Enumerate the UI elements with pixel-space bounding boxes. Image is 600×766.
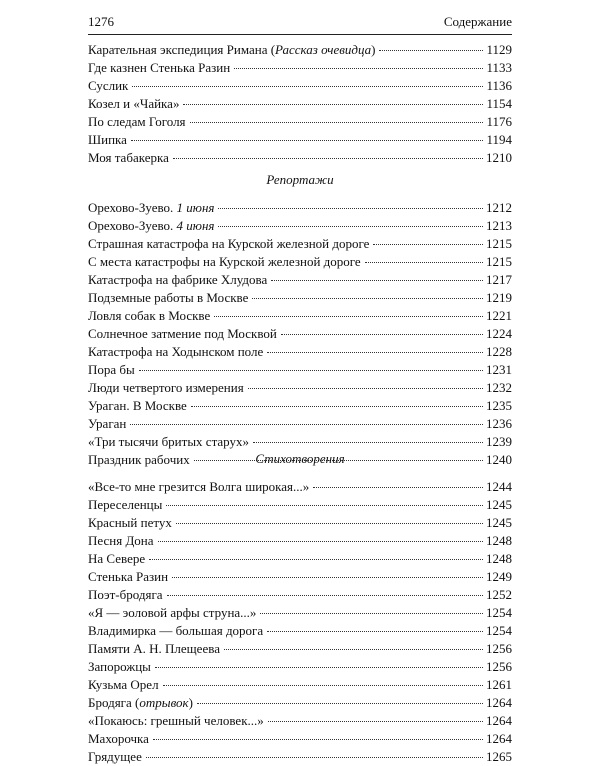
- toc-entry-title: [88, 478, 309, 496]
- toc-entry-title-text: Стенька Разин: [88, 569, 169, 584]
- toc-entry-page: 1231: [486, 362, 512, 377]
- toc-entry-title-text: Ураган. В Москве: [88, 398, 187, 413]
- toc-entry-title-text: На Севере: [88, 551, 146, 566]
- dot-leader: [234, 68, 483, 69]
- toc-entry-title: [88, 149, 169, 167]
- header-rule: [88, 34, 512, 35]
- dot-leader: [131, 140, 484, 141]
- dot-leader: [224, 649, 483, 650]
- dot-leader: [268, 721, 483, 722]
- toc-entry-title: [88, 289, 248, 307]
- dot-leader: [149, 559, 483, 560]
- toc-entry: [88, 77, 512, 95]
- dot-leader: [267, 352, 483, 353]
- toc-entry: [88, 415, 512, 433]
- toc-entry: [88, 748, 512, 766]
- toc-entry: [88, 253, 512, 271]
- toc-entry-title-text: Люди четвертого измерения: [88, 380, 244, 395]
- toc-entry: [88, 271, 512, 289]
- toc-entry-title-text: «Я — эоловой арфы струна...»: [88, 605, 257, 620]
- toc-entry: [88, 532, 512, 550]
- toc-entry-title-text: Владимирка — большая дорога: [88, 623, 264, 638]
- toc-entry-title: [88, 95, 179, 113]
- toc-entry-page: 1232: [486, 380, 512, 395]
- toc-entry-title: [88, 77, 128, 95]
- toc-entry-title: [88, 712, 264, 730]
- toc-entry-page: 1210: [486, 150, 512, 165]
- toc-entry-page: 1235: [486, 398, 512, 413]
- toc-entry-page: 1249: [486, 569, 512, 584]
- section-heading-poems: Стихотворения: [255, 451, 345, 466]
- dot-leader: [365, 262, 483, 263]
- toc-entry-title: [88, 532, 154, 550]
- dot-leader: [155, 667, 483, 668]
- running-header: [88, 14, 512, 30]
- toc-entry-title-text: Орехово-Зуево.: [88, 218, 177, 233]
- dot-leader: [173, 158, 483, 159]
- toc-entry-title: [88, 307, 210, 325]
- toc-entry-title-text: Шипка: [88, 132, 127, 147]
- toc-entry: [88, 59, 512, 77]
- toc-entry-title-text: Махорочка: [88, 731, 149, 746]
- toc-entry-title-italic: 1 июня: [176, 200, 215, 215]
- toc-entry-title-text: Страшная катастрофа на Курской железной дороге: [88, 236, 370, 251]
- toc-entry-title: [88, 586, 163, 604]
- toc-entry: [88, 676, 512, 694]
- toc-entry-page: 1248: [486, 551, 512, 566]
- dot-leader: [218, 208, 483, 209]
- toc-entry: [88, 433, 512, 451]
- dot-leader: [253, 442, 483, 443]
- toc-entry-page: 1213: [486, 218, 512, 233]
- toc-entry: [88, 217, 512, 235]
- toc-entry-page: 1176: [486, 114, 512, 129]
- toc-entry-page: 1264: [486, 731, 512, 746]
- toc-entry-title: [88, 676, 159, 694]
- toc-entry-title: [88, 59, 230, 77]
- toc-entry: [88, 496, 512, 514]
- toc-entry-title: [88, 343, 263, 361]
- section-heading-reportage: Репортажи: [266, 172, 334, 187]
- toc-entry: [88, 343, 512, 361]
- toc-entry-title: [88, 235, 369, 253]
- toc-entry-page: 1256: [486, 641, 512, 656]
- toc-entry-title-text: Красный петух: [88, 515, 172, 530]
- toc-entry-page: 1133: [486, 60, 512, 75]
- toc-entry: [88, 379, 512, 397]
- toc-entry: [88, 131, 512, 149]
- toc-entry-page: 1194: [486, 132, 512, 147]
- toc-entry-page: 1252: [486, 587, 512, 602]
- toc-entry-page: 1228: [486, 344, 512, 359]
- toc-entry-title-text: Пора бы: [88, 362, 135, 377]
- dot-leader: [146, 757, 483, 758]
- toc-entry: [88, 604, 512, 622]
- toc-entry-title-text: «Все-то мне грезится Волга широкая...»: [88, 479, 310, 494]
- dot-leader: [373, 244, 483, 245]
- dot-leader: [172, 577, 483, 578]
- toc-entry-title: [88, 496, 162, 514]
- toc-entry: [88, 113, 512, 131]
- toc-entry-page: 1219: [486, 290, 512, 305]
- dot-leader: [248, 388, 483, 389]
- toc-entry-title-text: Запорожцы: [88, 659, 151, 674]
- toc-entry-page: 1265: [486, 749, 512, 764]
- dot-leader: [271, 280, 483, 281]
- dot-leader: [139, 370, 483, 371]
- toc-entry: [88, 730, 512, 748]
- toc-entry-title: [88, 397, 187, 415]
- toc-entry-page: 1236: [486, 416, 512, 431]
- toc-entry-title-text: Памяти А. Н. Плещеева: [88, 641, 220, 656]
- toc-entry-title: [88, 748, 142, 766]
- toc-entry-title: [88, 199, 214, 217]
- dot-leader: [379, 50, 483, 51]
- toc-entry-title-text: Праздник рабочих: [88, 452, 190, 467]
- toc-list-poems: [88, 478, 512, 766]
- toc-entry-title: [88, 604, 256, 622]
- toc-entry-title: [88, 361, 135, 379]
- toc-entry-title: [88, 730, 149, 748]
- dot-leader: [214, 316, 483, 317]
- toc-entry: [88, 397, 512, 415]
- toc-entry-title-italic: Рассказ очевидца: [275, 42, 372, 57]
- toc-entry: [88, 658, 512, 676]
- toc-entry-page: 1248: [486, 533, 512, 548]
- dot-leader: [281, 334, 483, 335]
- toc-entry-title-text: Кузьма Орел: [88, 677, 159, 692]
- dot-leader: [260, 613, 483, 614]
- toc-entry: [88, 95, 512, 113]
- toc-entry-title-text: Ловля собак в Москве: [88, 308, 211, 323]
- toc-entry-title-text: Солнечное затмение под Москвой: [88, 326, 277, 341]
- toc-entry: [88, 149, 512, 167]
- toc-entry-page: 1244: [486, 479, 512, 494]
- toc-entry-title-text: Карательная экспедиция Римана (: [88, 42, 276, 57]
- toc-entry-page: 1154: [486, 96, 512, 111]
- toc-entry-title: [88, 113, 186, 131]
- dot-leader: [252, 298, 483, 299]
- toc-entry-title-text: По следам Гоголя: [88, 114, 186, 129]
- toc-entry-title: [88, 271, 267, 289]
- toc-entry-title-text: Орехово-Зуево.: [88, 200, 177, 215]
- toc-entry-page: 1136: [486, 78, 512, 93]
- page-number: 1276: [88, 14, 114, 29]
- toc-entry: [88, 568, 512, 586]
- toc-entry-title: [88, 550, 145, 568]
- toc-entry-title-text: С места катастрофы на Курской железной дороге: [88, 254, 361, 269]
- dot-leader: [153, 739, 483, 740]
- toc-entry-title-text: «Покаюсь: грешный человек...»: [88, 713, 264, 728]
- toc-entry: [88, 514, 512, 532]
- dot-leader: [130, 424, 483, 425]
- toc-entry-page: 1217: [486, 272, 512, 287]
- toc-entry: [88, 550, 512, 568]
- toc-entry-page: 1261: [486, 677, 512, 692]
- toc-entry-title: [88, 379, 244, 397]
- toc-entry-title-text: Где казнен Стенька Разин: [88, 60, 231, 75]
- toc-entry-page: 1254: [486, 623, 512, 638]
- dot-leader: [197, 703, 483, 704]
- toc-entry-page: 1221: [486, 308, 512, 323]
- dot-leader: [166, 505, 483, 506]
- toc-entry-title-italic: отрывок: [139, 695, 189, 710]
- toc-entry-page: 1245: [486, 515, 512, 530]
- toc-entry-page: 1239: [486, 434, 512, 449]
- toc-entry-title-text: Бродяга (: [88, 695, 140, 710]
- toc-entry-title-text: Суслик: [88, 78, 129, 93]
- toc-entry-title-text: Катастрофа на фабрике Хлудова: [88, 272, 268, 287]
- toc-entry-title: [88, 568, 168, 586]
- toc-entry-title-text: Катастрофа на Ходынском поле: [88, 344, 264, 359]
- toc-entry-page: 1215: [486, 254, 512, 269]
- toc-entry-title: [88, 694, 193, 712]
- toc-entry: [88, 478, 512, 496]
- toc-entry: [88, 235, 512, 253]
- toc-entry-page: 1264: [486, 695, 512, 710]
- toc-entry: [88, 361, 512, 379]
- toc-entry: [88, 325, 512, 343]
- toc-entry-title: [88, 514, 172, 532]
- dot-leader: [267, 631, 483, 632]
- toc-entry-title: [88, 622, 263, 640]
- dot-leader: [313, 487, 483, 488]
- toc-entry-title: [88, 253, 361, 271]
- toc-entry: [88, 712, 512, 730]
- toc-entry-title-text: «Три тысячи бритых старух»: [88, 434, 250, 449]
- toc-entry-title-after: ): [188, 695, 193, 710]
- toc-entry: [88, 41, 512, 59]
- running-title: Содержание: [443, 14, 512, 29]
- toc-entry-page: 1240: [486, 452, 512, 467]
- toc-entry-title: [88, 217, 214, 235]
- toc-entry-title-text: Козел и «Чайка»: [88, 96, 180, 111]
- toc-entry-page: 1264: [486, 713, 512, 728]
- dot-leader: [183, 104, 483, 105]
- toc-entry-page: 1129: [486, 42, 512, 57]
- toc-entry: [88, 694, 512, 712]
- toc-entry-title-text: Ураган: [88, 416, 127, 431]
- toc-entry-title: [88, 640, 220, 658]
- toc-entry-page: 1245: [486, 497, 512, 512]
- toc-entry: [88, 586, 512, 604]
- toc-entry-title: [88, 325, 277, 343]
- dot-leader: [176, 523, 483, 524]
- toc-entry-title: [88, 415, 126, 433]
- toc-entry-title-after: ): [371, 42, 376, 57]
- toc-entry-page: 1224: [486, 326, 512, 341]
- toc-entry: [88, 307, 512, 325]
- toc-entry-title: [88, 41, 375, 59]
- toc-entry-title-text: Грядущее: [88, 749, 142, 764]
- dot-leader: [132, 86, 483, 87]
- toc-list-reportage: [88, 199, 512, 469]
- toc-entry-page: 1254: [486, 605, 512, 620]
- toc-entry-title-text: Подземные работы в Москве: [88, 290, 249, 305]
- dot-leader: [158, 541, 483, 542]
- toc-entry-title: [88, 658, 151, 676]
- toc-entry: [88, 640, 512, 658]
- toc-entry-title-text: Переселенцы: [88, 497, 163, 512]
- toc-entry-title: [88, 131, 127, 149]
- toc-entry: [88, 622, 512, 640]
- toc-entry-title: [88, 433, 249, 451]
- dot-leader: [191, 406, 483, 407]
- toc-entry-page: 1256: [486, 659, 512, 674]
- toc-entry-title-text: Песня Дона: [88, 533, 154, 548]
- toc-list-top: [88, 41, 512, 167]
- dot-leader: [167, 595, 483, 596]
- dot-leader: [163, 685, 483, 686]
- dot-leader: [190, 122, 484, 123]
- toc-entry-title-text: Поэт-бродяга: [88, 587, 163, 602]
- toc-entry-title-text: Моя табакерка: [88, 150, 169, 165]
- dot-leader: [218, 226, 483, 227]
- toc-entry: [88, 289, 512, 307]
- toc-entry: [88, 199, 512, 217]
- toc-entry-title-italic: 4 июня: [176, 218, 215, 233]
- toc-entry-page: 1215: [486, 236, 512, 251]
- toc-entry-page: 1212: [486, 200, 512, 215]
